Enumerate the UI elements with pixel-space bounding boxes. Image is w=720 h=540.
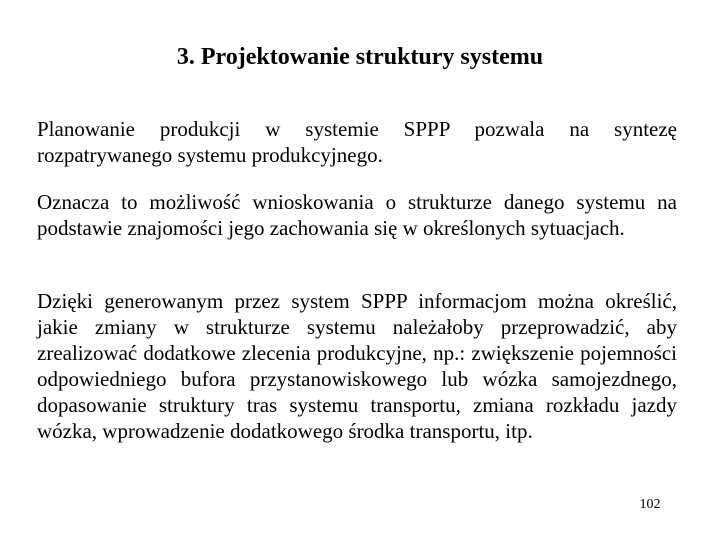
slide-title: 3. Projektowanie struktury systemu xyxy=(176,44,544,70)
page-number: 102 xyxy=(639,497,661,512)
paragraph-inference: Oznacza to możliwość wnioskowania o strukturze danego systemu na podstawie znajomości jego zachowania się w określonych sytuacjach. xyxy=(37,190,677,240)
paragraph-synthesis: Planowanie produkcji w systemie SPPP pozwala na syntezę rozpatrywanego systemu produkcyjnego. xyxy=(37,117,677,167)
paragraph-structure-changes: Dzięki generowanym przez system SPPP informacjom można określić, jakie zmiany w strukturze systemu należałoby przeprowadzić, aby zrealizować dodatkowe zlecenia produkcyjne, np.: zwiększenie pojemności odpowiedniego bufora przystanowiskowego lub wózka samojezdnego, dopasowanie struktury tras systemu transportu, zmiana rozkładu jazdy wózka, wprowadzenie dodatkowego środka transportu, itp. xyxy=(37,289,677,443)
